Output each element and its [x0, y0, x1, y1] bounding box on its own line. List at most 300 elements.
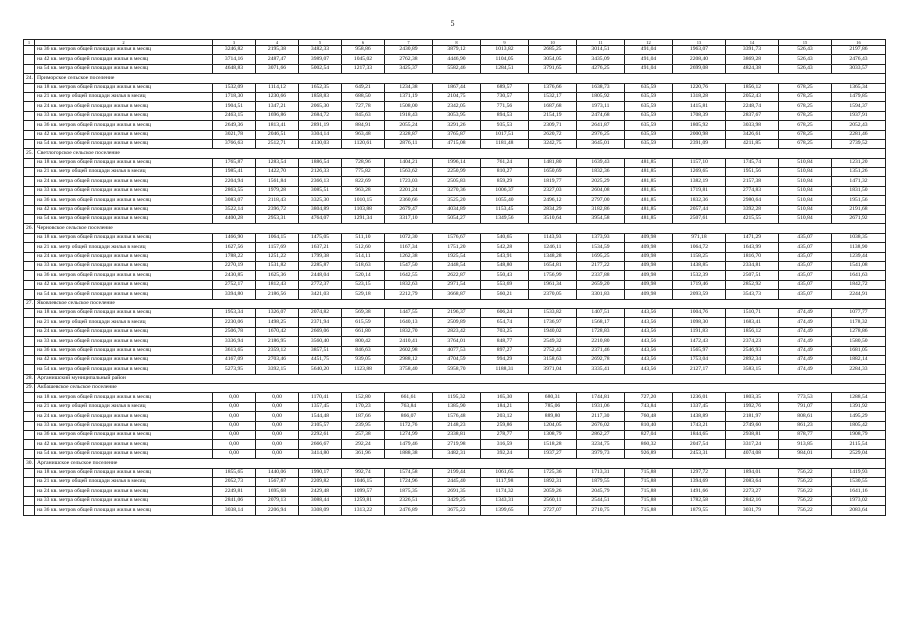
- value-cell: 3543,73: [726, 290, 779, 299]
- value-cell: 1230,66: [256, 92, 299, 101]
- value-cell: 1246,11: [529, 243, 577, 252]
- table-row: [24, 92, 886, 101]
- value-cell: 2544,51: [577, 496, 625, 505]
- row-description: на 21 кв. метр общей площади жилья в месяц: [35, 318, 213, 327]
- value-cell: 550,43: [481, 271, 529, 280]
- value-cell: 2249,81: [213, 487, 256, 496]
- value-cell: 2453,31: [673, 449, 726, 458]
- value-cell: 1951,56: [832, 196, 886, 205]
- value-cell: 791,07: [779, 402, 832, 411]
- column-number: 8: [433, 40, 481, 46]
- table-row: [24, 139, 886, 148]
- value-cell: 2620,72: [529, 130, 577, 139]
- value-cell: 1239,44: [832, 252, 886, 261]
- value-cell: 2507,61: [673, 215, 726, 224]
- value-cell: 3304,14: [299, 130, 342, 139]
- table-row: [24, 215, 886, 224]
- row-number-cell: [24, 261, 35, 270]
- value-cell: 1479,46: [385, 440, 433, 449]
- value-cell: 3971,04: [529, 365, 577, 374]
- value-cell: 316,59: [481, 440, 529, 449]
- value-cell: 2195,38: [256, 46, 299, 55]
- row-description: на 36 кв. метров общей площади жилья в месяц: [35, 46, 213, 55]
- value-cell: 1532,17: [529, 92, 577, 101]
- row-description: на 36 кв. метров общей площади жилья в месяц: [35, 346, 213, 355]
- value-cell: 3421,03: [299, 290, 342, 299]
- value-cell: 409,98: [625, 233, 673, 242]
- value-cell: 773,53: [779, 393, 832, 402]
- value-cell: 3425,37: [385, 64, 433, 73]
- row-number-cell: [24, 412, 35, 421]
- value-cell: 3317,24: [726, 440, 779, 449]
- column-number: 14: [726, 40, 779, 46]
- table-row: [24, 327, 886, 336]
- value-cell: 1283,54: [256, 158, 299, 167]
- row-number-cell: [24, 271, 35, 280]
- value-cell: 1103,88: [342, 205, 385, 214]
- value-cell: 4276,25: [577, 64, 625, 73]
- value-cell: 0,00: [256, 402, 299, 411]
- value-cell: 992,74: [342, 468, 385, 477]
- table-row: [24, 168, 886, 177]
- section-row: [24, 459, 886, 468]
- table-row: [24, 158, 886, 167]
- value-cell: 3989,07: [299, 55, 342, 64]
- row-number-cell: [24, 130, 35, 139]
- value-cell: 361,96: [342, 449, 385, 458]
- value-cell: 2676,02: [577, 421, 625, 430]
- value-cell: 2186,95: [256, 337, 299, 346]
- value-cell: 1683,41: [726, 318, 779, 327]
- value-cell: 2338,81: [433, 431, 481, 440]
- value-cell: 543,91: [481, 252, 529, 261]
- value-cell: 1530,55: [832, 477, 886, 486]
- value-cell: 678,25: [779, 139, 832, 148]
- value-cell: 1349,56: [481, 215, 529, 224]
- value-cell: 0,00: [256, 449, 299, 458]
- value-cell: 1236,01: [673, 393, 726, 402]
- value-cell: 1259,81: [342, 496, 385, 505]
- value-cell: 239,95: [342, 421, 385, 430]
- value-cell: 3071,66: [256, 64, 299, 73]
- row-number-cell: [24, 243, 35, 252]
- value-cell: 2284,33: [832, 365, 886, 374]
- row-description: на 42 кв. метра общей площади жилья в месяц: [35, 55, 213, 64]
- value-cell: 678,25: [779, 92, 832, 101]
- value-cell: 635,59: [625, 121, 673, 130]
- value-cell: 3088,44: [299, 496, 342, 505]
- value-cell: 1695,68: [256, 487, 299, 496]
- row-description: на 36 кв. метров общей площади жилья в месяц: [35, 121, 213, 130]
- value-cell: 1382,19: [673, 177, 726, 186]
- value-cell: 1072,30: [385, 233, 433, 242]
- value-cell: 1979,28: [256, 186, 299, 195]
- value-cell: 661,61: [385, 393, 433, 402]
- row-number-cell: [24, 440, 35, 449]
- value-cell: 678,25: [779, 130, 832, 139]
- value-cell: 1385,90: [433, 402, 481, 411]
- value-cell: 0,00: [256, 440, 299, 449]
- value-cell: 292,24: [342, 440, 385, 449]
- value-cell: 491,04: [625, 64, 673, 73]
- value-cell: 443,56: [625, 318, 673, 327]
- table-row: [24, 271, 886, 280]
- value-cell: 2250,99: [433, 168, 481, 177]
- value-cell: 481,85: [625, 215, 673, 224]
- section-number: 27.: [24, 299, 35, 308]
- section-number: 30.: [24, 459, 35, 468]
- value-cell: 2309,71: [529, 121, 577, 130]
- value-cell: 2157,38: [726, 177, 779, 186]
- row-description: на 24 кв. метра общей площади жилья в месяц: [35, 487, 213, 496]
- value-cell: 2270,19: [213, 261, 256, 270]
- column-number: 7: [385, 40, 433, 46]
- column-number: 16: [832, 40, 886, 46]
- value-cell: 1170,41: [299, 393, 342, 402]
- row-description: на 33 кв. метра общей площади жилья в месяц: [35, 496, 213, 505]
- value-cell: 822,69: [342, 177, 385, 186]
- value-cell: 2191,68: [832, 205, 886, 214]
- value-cell: 763,84: [385, 402, 433, 411]
- section-number: 25.: [24, 149, 35, 158]
- value-cell: 3291,26: [433, 121, 481, 130]
- value-cell: 2727,07: [529, 506, 577, 515]
- value-cell: 3714,16: [213, 55, 256, 64]
- value-cell: 2659,20: [577, 280, 625, 289]
- value-cell: 1544,48: [299, 412, 342, 421]
- row-description: на 54 кв. метра общей площади жилья в месяц: [35, 139, 213, 148]
- value-cell: 1687,68: [529, 102, 577, 111]
- value-cell: 1961,34: [529, 280, 577, 289]
- row-description: на 36 кв. метров общей площади жилья в месяц: [35, 196, 213, 205]
- value-cell: 1153,45: [481, 205, 529, 214]
- value-cell: 2208,40: [673, 55, 726, 64]
- value-cell: 761,24: [481, 158, 529, 167]
- value-cell: 2328,87: [385, 130, 433, 139]
- value-cell: 1561,84: [256, 177, 299, 186]
- value-cell: 2852,92: [726, 280, 779, 289]
- table-row: [24, 440, 886, 449]
- row-number-cell: [24, 186, 35, 195]
- row-number-cell: [24, 290, 35, 299]
- value-cell: 3085,51: [299, 186, 342, 195]
- row-description: на 21 кв. метр общей площади жилья в месяц: [35, 243, 213, 252]
- value-cell: 1547,50: [385, 261, 433, 270]
- value-cell: 1937,91: [832, 111, 886, 120]
- column-number: 15: [779, 40, 832, 46]
- value-cell: 0,00: [213, 440, 256, 449]
- value-cell: 1756,99: [529, 271, 577, 280]
- value-cell: 1990,17: [299, 468, 342, 477]
- section-title: Светлогорское сельское поселение: [35, 149, 886, 158]
- value-cell: 2105,57: [299, 421, 342, 430]
- row-number-cell: [24, 393, 35, 402]
- section-number: 28.: [24, 374, 35, 383]
- value-cell: 2196,37: [433, 308, 481, 317]
- value-cell: 481,85: [625, 158, 673, 167]
- value-cell: 278,77: [481, 431, 529, 440]
- value-cell: 2334,81: [726, 261, 779, 270]
- value-cell: 1064,15: [256, 233, 299, 242]
- value-cell: 4034,89: [433, 205, 481, 214]
- value-cell: 2374,23: [726, 337, 779, 346]
- value-cell: 257,38: [342, 431, 385, 440]
- value-cell: 1875,35: [385, 487, 433, 496]
- value-cell: 1650,69: [529, 168, 577, 177]
- table-row: [24, 318, 886, 327]
- value-cell: 1278,86: [832, 327, 886, 336]
- value-cell: 553,69: [481, 280, 529, 289]
- value-cell: 3954,58: [577, 215, 625, 224]
- value-cell: 715,88: [625, 506, 673, 515]
- column-number: 13: [673, 40, 726, 46]
- value-cell: 1123,88: [342, 365, 385, 374]
- table-row: [24, 337, 886, 346]
- row-number-cell: [24, 168, 35, 177]
- value-cell: 3583,15: [726, 365, 779, 374]
- section-row: [24, 299, 886, 308]
- table-row: [24, 64, 886, 73]
- value-cell: 4451,75: [299, 355, 342, 364]
- value-cell: 4715,08: [433, 139, 481, 148]
- value-cell: 1908,79: [832, 431, 886, 440]
- value-cell: 510,84: [779, 196, 832, 205]
- value-cell: 2938,81: [726, 431, 779, 440]
- value-cell: 443,56: [625, 327, 673, 336]
- value-cell: 2560,11: [529, 496, 577, 505]
- value-cell: 3525,20: [433, 196, 481, 205]
- value-cell: 3613,65: [213, 346, 256, 355]
- table-row: [24, 261, 886, 270]
- value-cell: 1568,17: [577, 318, 625, 327]
- value-cell: 510,84: [779, 177, 832, 186]
- table-row: [24, 365, 886, 374]
- value-cell: 392,24: [481, 449, 529, 458]
- row-number-cell: [24, 346, 35, 355]
- row-number-cell: [24, 46, 35, 55]
- section-title: Арганишский муниципальный район: [35, 374, 886, 383]
- value-cell: 2244,91: [832, 290, 886, 299]
- value-cell: 170,23: [342, 402, 385, 411]
- row-description: на 21 кв. метр общей площади жилья в месяц: [35, 92, 213, 101]
- value-cell: 756,22: [779, 468, 832, 477]
- table-row: [24, 205, 886, 214]
- value-cell: 2360,66: [385, 196, 433, 205]
- value-cell: 1695,25: [577, 252, 625, 261]
- value-cell: 861,23: [779, 421, 832, 430]
- value-cell: 5582,46: [433, 64, 481, 73]
- row-description: на 21 кв. метр общей площади жилья в месяц: [35, 477, 213, 486]
- value-cell: 1724,96: [385, 477, 433, 486]
- value-cell: 884,91: [342, 121, 385, 130]
- value-cell: 846,63: [342, 346, 385, 355]
- table-row: [24, 102, 886, 111]
- value-cell: 1365,34: [832, 83, 886, 92]
- value-cell: 1269,65: [673, 168, 726, 177]
- column-number: 9: [481, 40, 529, 46]
- value-cell: 409,98: [625, 290, 673, 299]
- value-cell: 526,43: [779, 46, 832, 55]
- value-cell: 1064,72: [673, 243, 726, 252]
- value-cell: 3301,83: [577, 290, 625, 299]
- value-cell: 1231,20: [832, 158, 886, 167]
- value-cell: 2047,54: [673, 440, 726, 449]
- value-cell: 540,65: [481, 233, 529, 242]
- value-cell: 1348,28: [529, 252, 577, 261]
- value-cell: 1638,73: [577, 83, 625, 92]
- value-cell: 2326,51: [385, 496, 433, 505]
- value-cell: 1565,97: [673, 346, 726, 355]
- row-description: на 18 кв. метров общей площади жилья в месяц: [35, 468, 213, 477]
- value-cell: 510,84: [779, 215, 832, 224]
- value-cell: 827,04: [625, 431, 673, 440]
- value-cell: 1491,66: [673, 487, 726, 496]
- value-cell: 2359,12: [256, 346, 299, 355]
- value-cell: 2074,82: [299, 308, 342, 317]
- value-cell: 785,06: [529, 402, 577, 411]
- value-cell: 435,07: [779, 271, 832, 280]
- value-cell: 3031,79: [726, 506, 779, 515]
- value-cell: 678,25: [779, 121, 832, 130]
- value-cell: 1894,01: [726, 468, 779, 477]
- value-cell: 1637,21: [299, 243, 342, 252]
- table-row: [24, 111, 886, 120]
- value-cell: 1055,40: [481, 196, 529, 205]
- value-cell: 1670,42: [256, 327, 299, 336]
- value-cell: 3033,57: [832, 64, 886, 73]
- value-cell: 510,84: [779, 158, 832, 167]
- value-cell: 1576,67: [433, 233, 481, 242]
- value-cell: 1882,14: [832, 355, 886, 364]
- value-cell: 1438,85: [673, 261, 726, 270]
- value-cell: 2679,47: [385, 205, 433, 214]
- row-description: на 54 кв. метра общей площади жилья в месяц: [35, 449, 213, 458]
- column-number: 11: [577, 40, 625, 46]
- table-row: [24, 412, 886, 421]
- value-cell: 1077,77: [832, 308, 886, 317]
- value-cell: 654,74: [481, 318, 529, 327]
- value-cell: 1940,02: [529, 327, 577, 336]
- table-row: [24, 496, 886, 505]
- value-cell: 2752,42: [529, 346, 577, 355]
- value-cell: 3014,51: [577, 46, 625, 55]
- value-cell: 2546,93: [726, 346, 779, 355]
- value-cell: 526,43: [779, 64, 832, 73]
- value-cell: 1892,31: [529, 477, 577, 486]
- row-description: на 18 кв. метров общей площади жилья в месяц: [35, 83, 213, 92]
- section-row: [24, 374, 886, 383]
- value-cell: 1925,54: [433, 252, 481, 261]
- section-row: [24, 149, 886, 158]
- value-cell: 2699,08: [673, 64, 726, 73]
- value-cell: 2641,87: [577, 121, 625, 130]
- value-cell: 635,59: [625, 83, 673, 92]
- value-cell: 1842,72: [832, 280, 886, 289]
- value-cell: 1104,05: [481, 55, 529, 64]
- value-cell: 1904,51: [213, 102, 256, 111]
- row-number-cell: [24, 233, 35, 242]
- value-cell: 1567,87: [256, 477, 299, 486]
- value-cell: 2703,46: [256, 355, 299, 364]
- value-cell: 1736,97: [529, 318, 577, 327]
- value-cell: 1217,33: [342, 64, 385, 73]
- value-cell: 1534,59: [577, 243, 625, 252]
- value-cell: 3392,15: [256, 365, 299, 374]
- value-cell: 1157,69: [256, 243, 299, 252]
- value-cell: 2649,36: [213, 121, 256, 130]
- value-cell: 1508,00: [385, 102, 433, 111]
- value-cell: 2127,17: [673, 365, 726, 374]
- value-cell: 523,15: [342, 280, 385, 289]
- value-cell: 1856,12: [726, 327, 779, 336]
- value-cell: 3335,41: [577, 365, 625, 374]
- value-cell: 2204,94: [213, 177, 256, 186]
- value-cell: 1117,98: [481, 477, 529, 486]
- value-cell: 443,56: [625, 337, 673, 346]
- value-cell: 760,48: [625, 412, 673, 421]
- value-cell: 635,59: [625, 92, 673, 101]
- value-cell: 800,42: [342, 337, 385, 346]
- value-cell: 2976,25: [577, 130, 625, 139]
- value-cell: 1654,81: [529, 261, 577, 270]
- value-cell: 1532,09: [213, 83, 256, 92]
- value-cell: 3482,31: [433, 449, 481, 458]
- value-cell: 2876,11: [385, 139, 433, 148]
- value-cell: 1719,81: [673, 186, 726, 195]
- value-cell: 3325,30: [299, 196, 342, 205]
- value-cell: 0,00: [213, 393, 256, 402]
- value-cell: 1518,28: [529, 440, 577, 449]
- value-cell: 963,48: [342, 130, 385, 139]
- value-cell: 2445,40: [433, 477, 481, 486]
- value-cell: 3560,40: [299, 337, 342, 346]
- value-cell: 3033,98: [726, 121, 779, 130]
- value-cell: 4648,83: [213, 64, 256, 73]
- table-row: [24, 421, 886, 430]
- row-description: на 54 кв. метра общей площади жилья в месяц: [35, 365, 213, 374]
- row-description: на 21 кв. метр общей площади жилья в месяц: [35, 168, 213, 177]
- value-cell: 1856,12: [726, 83, 779, 92]
- value-cell: 2206,94: [256, 506, 299, 515]
- value-cell: 3429,25: [433, 496, 481, 505]
- section-title: Черновское сельское поселение: [35, 224, 886, 233]
- row-number-cell: [24, 177, 35, 186]
- column-number: 12: [625, 40, 673, 46]
- table-row: [24, 196, 886, 205]
- row-description: на 21 кв. метр общей площади жилья в месяц: [35, 402, 213, 411]
- section-number: 24.: [24, 74, 35, 83]
- value-cell: 1195,32: [433, 393, 481, 402]
- value-cell: 3879,12: [433, 46, 481, 55]
- row-number-cell: [24, 215, 35, 224]
- value-cell: 0,00: [213, 449, 256, 458]
- value-cell: 3522,14: [213, 205, 256, 214]
- row-number-cell: [24, 139, 35, 148]
- value-cell: 2666,67: [299, 440, 342, 449]
- value-cell: 2083,64: [726, 477, 779, 486]
- value-cell: 3270,36: [433, 186, 481, 195]
- value-cell: 649,21: [342, 83, 385, 92]
- value-cell: 1498,25: [256, 318, 299, 327]
- value-cell: 1475,05: [299, 233, 342, 242]
- value-cell: 1017,51: [481, 130, 529, 139]
- value-cell: 1220,76: [673, 83, 726, 92]
- value-cell: 2045,79: [577, 487, 625, 496]
- value-cell: 1855,65: [213, 468, 256, 477]
- value-cell: 2685,25: [529, 46, 577, 55]
- value-cell: 3791,65: [529, 64, 577, 73]
- value-cell: 2980,64: [726, 196, 779, 205]
